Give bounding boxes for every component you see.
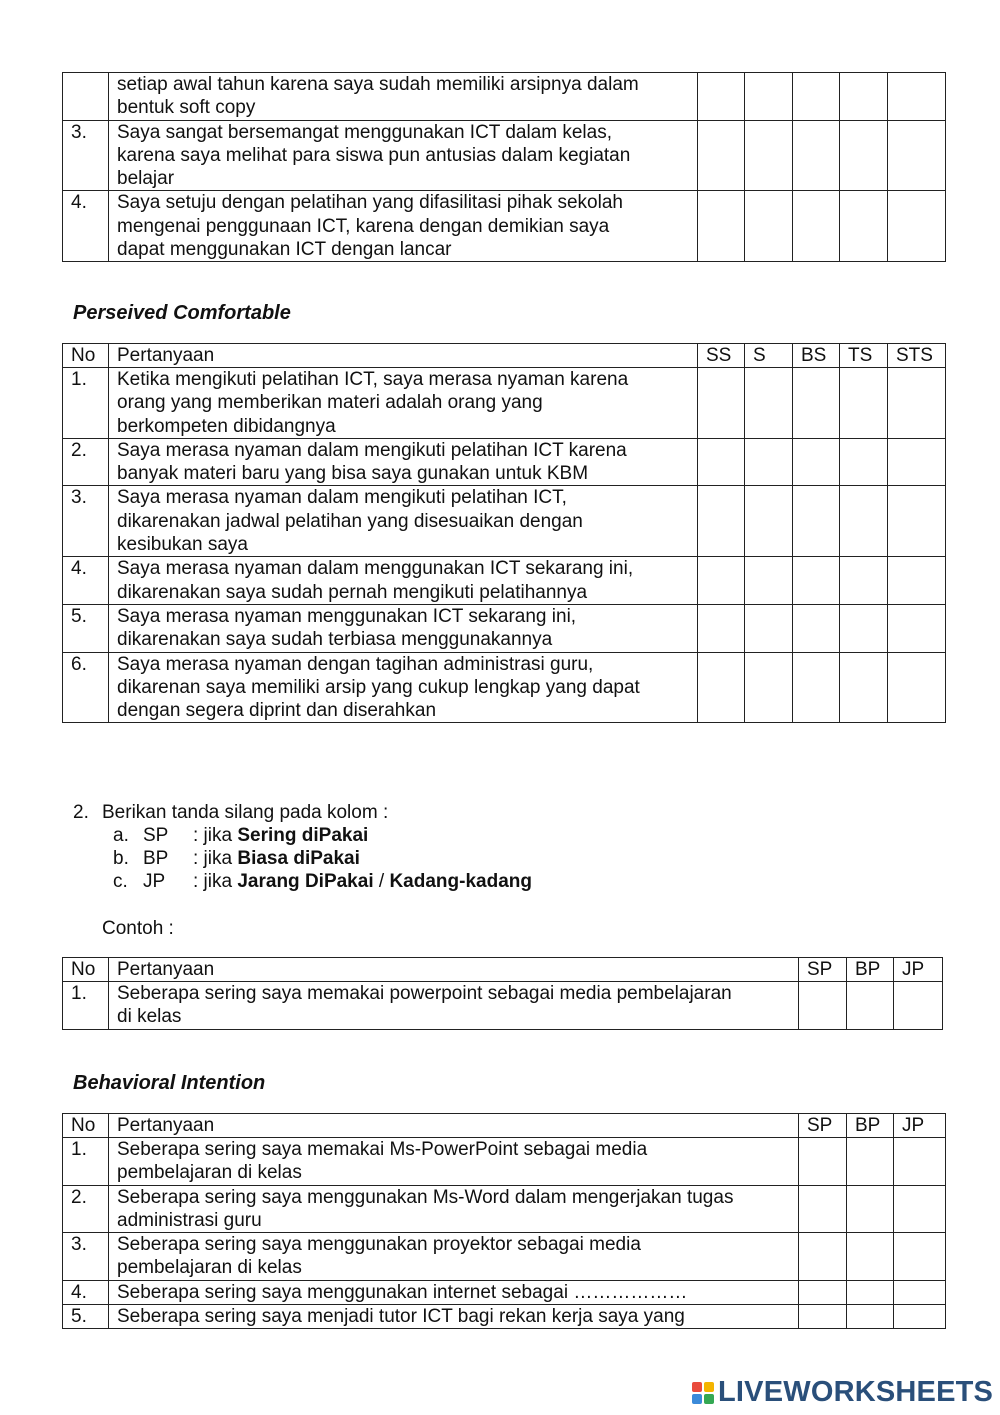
brand-name: LIVEWORKSHEETS [718, 1376, 994, 1408]
answer-cell[interactable] [793, 120, 840, 191]
answer-cell[interactable] [698, 368, 745, 439]
answer-cell[interactable] [698, 438, 745, 486]
table-row [63, 982, 943, 1030]
question-cell: Saya merasa nyaman dalam menggunakan ICT sekarang ini, dikarenakan saya sudah pernah mengikuti pelatihannya [109, 557, 698, 605]
row-number: 2. [63, 1185, 109, 1233]
logo-square-icon [692, 1394, 702, 1404]
table-row [63, 120, 946, 191]
answer-cell[interactable] [698, 486, 745, 557]
answer-cell[interactable] [847, 1185, 894, 1233]
answer-cell[interactable] [793, 368, 840, 439]
example-label: Contoh : [102, 918, 174, 939]
answer-cell[interactable] [840, 120, 888, 191]
answer-cell[interactable] [793, 438, 840, 486]
header-bs: BS [793, 344, 840, 368]
logo-square-icon [704, 1382, 714, 1392]
answer-cell[interactable] [847, 1280, 894, 1304]
answer-cell[interactable] [847, 1138, 894, 1186]
answer-cell[interactable] [745, 486, 793, 557]
table-header-row [63, 958, 943, 982]
answer-cell[interactable] [840, 438, 888, 486]
row-number: 1. [63, 982, 109, 1030]
table-row [63, 604, 946, 652]
row-number: 5. [63, 1305, 109, 1329]
answer-cell[interactable] [799, 1305, 847, 1329]
table-continued [62, 72, 946, 262]
header-sp: SP [799, 1114, 847, 1138]
answer-cell[interactable] [894, 1185, 946, 1233]
answer-cell[interactable] [888, 73, 946, 121]
question-cell: Seberapa sering saya memakai Ms-PowerPoint sebagai media pembelajaran di kelas [109, 1138, 799, 1186]
answer-cell[interactable] [745, 73, 793, 121]
logo-square-icon [704, 1394, 714, 1404]
question-cell: Saya merasa nyaman dalam mengikuti pelatihan ICT, dikarenakan jadwal pelatihan yang disesuaikan dengan kesibukan saya [109, 486, 698, 557]
answer-cell[interactable] [698, 604, 745, 652]
header-no: No [63, 1114, 109, 1138]
answer-cell[interactable] [888, 652, 946, 723]
liveworksheets-logo[interactable] [692, 1376, 993, 1409]
header-question: Pertanyaan [109, 1114, 799, 1138]
answer-cell[interactable] [799, 1138, 847, 1186]
answer-cell[interactable] [888, 191, 946, 262]
row-number: 1. [63, 1138, 109, 1186]
header-question: Pertanyaan [109, 344, 698, 368]
table-row [63, 438, 946, 486]
answer-cell[interactable] [847, 1305, 894, 1329]
question-cell: Saya setuju dengan pelatihan yang difasilitasi pihak sekolah mengenai penggunaan ICT, karena dengan demikian saya dapat menggunakan ICT dengan lancar [109, 191, 698, 262]
answer-cell[interactable] [698, 73, 745, 121]
table-row [63, 486, 946, 557]
answer-cell[interactable] [888, 557, 946, 605]
liveworksheets-icon [692, 1382, 714, 1404]
row-number: 3. [63, 1233, 109, 1281]
answer-cell[interactable] [793, 73, 840, 121]
answer-cell[interactable] [840, 557, 888, 605]
question-cell: Seberapa sering saya menggunakan internet sebagai ……………… [109, 1280, 799, 1304]
row-number: 3. [63, 120, 109, 191]
answer-cell[interactable] [793, 557, 840, 605]
header-jp: JP [894, 1114, 946, 1138]
answer-cell[interactable] [888, 486, 946, 557]
table-row [63, 73, 946, 121]
question-cell: Ketika mengikuti pelatihan ICT, saya merasa nyaman karena orang yang memberikan materi adalah orang yang berkompeten dibidangnya [109, 368, 698, 439]
header-sp: SP [799, 958, 847, 982]
question-cell: Saya merasa nyaman dengan tagihan administrasi guru, dikarenan saya memiliki arsip yang cukup lengkap yang dapat dengan segera diprint dan diserahkan [109, 652, 698, 723]
answer-cell[interactable] [888, 604, 946, 652]
header-bp: BP [847, 1114, 894, 1138]
answer-cell[interactable] [888, 368, 946, 439]
question-cell: Saya sangat bersemangat menggunakan ICT dalam kelas, karena saya melihat para siswa pun antusias dalam kegiatan belajar [109, 120, 698, 191]
answer-cell[interactable] [745, 191, 793, 262]
question-cell: Saya merasa nyaman dalam mengikuti pelatihan ICT karena banyak materi baru yang bisa saya gunakan untuk KBM [109, 438, 698, 486]
table-comfort [62, 343, 946, 723]
answer-cell[interactable] [793, 191, 840, 262]
header-bp: BP [847, 958, 894, 982]
answer-cell[interactable] [698, 652, 745, 723]
answer-cell[interactable] [745, 368, 793, 439]
question-cell: setiap awal tahun karena saya sudah memiliki arsipnya dalam bentuk soft copy [109, 73, 698, 121]
table-behavior [62, 1113, 946, 1329]
table-row [63, 557, 946, 605]
logo-square-icon [692, 1382, 702, 1392]
answer-cell[interactable] [793, 604, 840, 652]
answer-cell[interactable] [698, 557, 745, 605]
answer-cell[interactable] [888, 438, 946, 486]
answer-cell[interactable] [745, 652, 793, 723]
answer-cell[interactable] [840, 486, 888, 557]
answer-cell[interactable] [745, 120, 793, 191]
row-number: 4. [63, 1280, 109, 1304]
header-no: No [63, 344, 109, 368]
row-number: 2. [63, 438, 109, 486]
row-number: 4. [63, 191, 109, 262]
header-question: Pertanyaan [109, 958, 799, 982]
row-number: 4. [63, 557, 109, 605]
answer-cell[interactable] [894, 1305, 946, 1329]
table-row [63, 652, 946, 723]
table-header-row [63, 1114, 946, 1138]
answer-cell[interactable] [894, 1138, 946, 1186]
table-row [63, 368, 946, 439]
header-jp: JP [894, 958, 943, 982]
answer-cell[interactable] [894, 982, 943, 1030]
answer-cell[interactable] [799, 1185, 847, 1233]
answer-cell[interactable] [888, 120, 946, 191]
answer-cell[interactable] [847, 1233, 894, 1281]
answer-cell[interactable] [745, 604, 793, 652]
question-cell: Seberapa sering saya menggunakan Ms-Word dalam mengerjakan tugas administrasi guru [109, 1185, 799, 1233]
question-cell: Seberapa sering saya menjadi tutor ICT bagi rekan kerja saya yang [109, 1305, 799, 1329]
table-row [63, 1280, 946, 1304]
answer-cell[interactable] [793, 486, 840, 557]
header-no: No [63, 958, 109, 982]
header-ts: TS [840, 344, 888, 368]
table-row [63, 191, 946, 262]
table-header-row [63, 344, 946, 368]
answer-cell[interactable] [698, 191, 745, 262]
row-number: 6. [63, 652, 109, 723]
answer-cell[interactable] [840, 652, 888, 723]
header-sts: STS [888, 344, 946, 368]
row-number [63, 73, 109, 121]
table-row [63, 1305, 946, 1329]
answer-cell[interactable] [799, 1280, 847, 1304]
answer-cell[interactable] [799, 1233, 847, 1281]
answer-cell[interactable] [698, 120, 745, 191]
header-s: S [745, 344, 793, 368]
question-cell: Seberapa sering saya memakai powerpoint sebagai media pembelajaran di kelas [109, 982, 799, 1030]
table-row [63, 1185, 946, 1233]
row-number: 1. [63, 368, 109, 439]
instruction-heading: 2. Berikan tanda silang pada kolom : [73, 802, 389, 823]
answer-cell[interactable] [745, 557, 793, 605]
row-number: 5. [63, 604, 109, 652]
question-cell: Saya merasa nyaman menggunakan ICT sekarang ini, dikarenakan saya sudah terbiasa menggunakannya [109, 604, 698, 652]
section-title-comfort: Perseived Comfortable [73, 302, 291, 324]
answer-cell[interactable] [894, 1233, 946, 1281]
answer-cell[interactable] [847, 982, 894, 1030]
instruction-item: c. JP : jika Jarang DiPakai / Kadang-kadang [113, 871, 532, 892]
row-number: 3. [63, 486, 109, 557]
answer-cell[interactable] [840, 604, 888, 652]
section-title-behavior: Behavioral Intention [73, 1072, 266, 1094]
instruction-item: b. BP : jika Biasa diPakai [113, 848, 360, 869]
answer-cell[interactable] [840, 368, 888, 439]
header-ss: SS [698, 344, 745, 368]
answer-cell[interactable] [793, 652, 840, 723]
instruction-item: a. SP : jika Sering diPakai [113, 825, 369, 846]
answer-cell[interactable] [840, 191, 888, 262]
table-row [63, 1138, 946, 1186]
table-row [63, 1233, 946, 1281]
table-example [62, 957, 943, 1030]
answer-cell[interactable] [799, 982, 847, 1030]
answer-cell[interactable] [745, 438, 793, 486]
answer-cell[interactable] [840, 73, 888, 121]
question-cell: Seberapa sering saya menggunakan proyektor sebagai media pembelajaran di kelas [109, 1233, 799, 1281]
answer-cell[interactable] [894, 1280, 946, 1304]
